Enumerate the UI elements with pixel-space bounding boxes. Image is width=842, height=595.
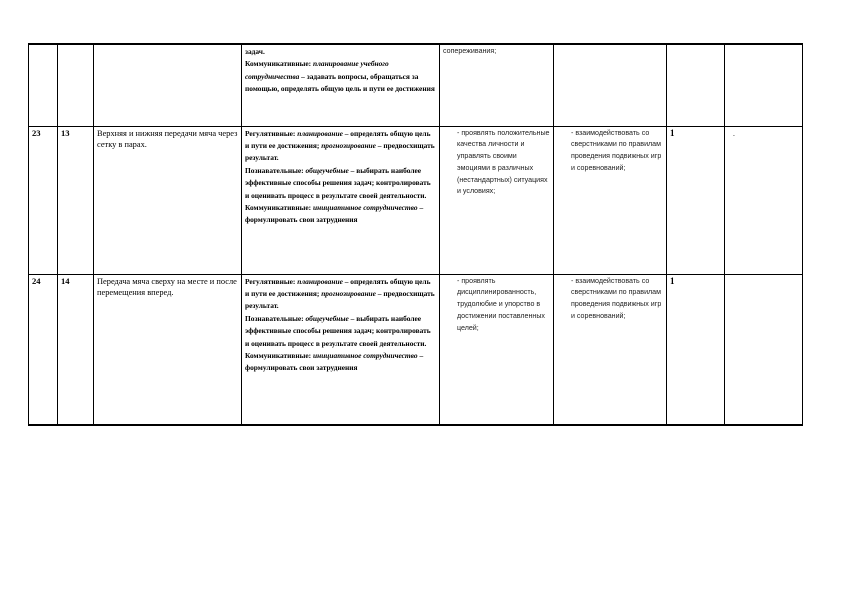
meta-term: прогнозирование bbox=[321, 140, 376, 150]
meta-text: – выбирать наиболее эффективные способы решения задач; контролировать и оценивать процесс в результате своей деятельности. bbox=[245, 313, 431, 348]
table-row bbox=[29, 44, 803, 126]
row-number-cell: 24 bbox=[29, 274, 58, 425]
meta-regulative bbox=[245, 128, 436, 165]
meta-text: – предвосхищать результат. bbox=[245, 140, 435, 163]
meta-label: Коммуникативные: bbox=[245, 59, 313, 69]
meta-text: – формулировать свои затруднения bbox=[245, 202, 424, 225]
meta-label: Регулятивные: bbox=[245, 128, 298, 138]
metasubject-cell bbox=[242, 274, 440, 425]
meta-cognitive bbox=[245, 165, 436, 202]
row-number-cell bbox=[29, 44, 58, 126]
row-number-cell: 23 bbox=[29, 126, 58, 274]
meta-text: – формулировать свои затруднения bbox=[245, 350, 424, 373]
meta-term: общеучебные bbox=[305, 165, 349, 175]
meta-label: Коммуникативные: bbox=[245, 202, 313, 212]
meta-term: инициативное сотрудничество bbox=[312, 202, 418, 212]
table-row bbox=[29, 274, 803, 425]
hours-cell: 1 bbox=[667, 126, 725, 274]
meta-text: – предвосхищать результат. bbox=[245, 288, 435, 311]
meta-regulative bbox=[245, 276, 436, 313]
metasubject-cell bbox=[242, 126, 440, 274]
meta-text: – выбирать наиболее эффективные способы решения задач; контролировать и оценивать процесс в результате своей деятельности. bbox=[245, 165, 431, 200]
personal-results-cell bbox=[440, 44, 554, 126]
meta-text: – определять общую цель и пути ее достижения; bbox=[245, 128, 431, 150]
lesson-number-cell bbox=[58, 44, 94, 126]
meta-term: прогнозирование bbox=[321, 288, 376, 298]
meta-cognitive bbox=[245, 313, 436, 350]
meta-term: планирование bbox=[297, 276, 343, 286]
lesson-plan-table bbox=[28, 43, 803, 426]
lesson-number-cell: 14 bbox=[58, 274, 94, 425]
table-row bbox=[29, 126, 803, 274]
meta-text: – задавать вопросы, обращаться за помощью, определять общую цель и пути ее достижения bbox=[245, 71, 435, 94]
meta-label: Коммуникативные: bbox=[245, 350, 313, 360]
subject-text: - взаимодействовать со сверстниками по правилам проведения подвижных игр и соревнований; bbox=[571, 128, 662, 172]
subject-results-cell bbox=[554, 44, 667, 126]
extra-cell: . bbox=[725, 126, 803, 274]
personal-text: - проявлять положительные качества личности и управлять своими эмоциями в различных (нестандартных) ситуациях и условиях; bbox=[457, 128, 550, 196]
meta-communicative bbox=[245, 202, 436, 227]
topic-cell: Верхняя и нижняя передачи мяча через сетку в парах. bbox=[94, 126, 242, 274]
hours-cell: 1 bbox=[667, 274, 725, 425]
hours-cell bbox=[667, 44, 725, 126]
personal-text: - проявлять дисциплинированность, трудолюбие и упорство в достижении поставленных целей; bbox=[457, 276, 545, 332]
topic-cell bbox=[94, 44, 242, 126]
meta-communicative bbox=[245, 350, 436, 375]
meta-text: – определять общую цель и пути ее достижения; bbox=[245, 276, 431, 298]
metasubject-cell bbox=[242, 44, 440, 126]
lesson-number-cell: 13 bbox=[58, 126, 94, 274]
personal-text: сопереживания; bbox=[443, 47, 497, 55]
meta-label: Познавательные: bbox=[245, 313, 306, 323]
meta-label: Регулятивные: bbox=[245, 276, 298, 286]
personal-results-cell bbox=[440, 126, 554, 274]
topic-cell: Передача мяча сверху на месте и после перемещения вперед. bbox=[94, 274, 242, 425]
extra-cell bbox=[725, 274, 803, 425]
meta-term: планирование bbox=[297, 128, 343, 138]
meta-label: Познавательные: bbox=[245, 165, 306, 175]
meta-term: инициативное сотрудничество bbox=[312, 350, 418, 360]
extra-cell bbox=[725, 44, 803, 126]
meta-term: общеучебные bbox=[305, 313, 349, 323]
meta-line: задач. bbox=[245, 47, 265, 56]
subject-text: - взаимодействовать со сверстниками по правилам проведения подвижных игр и соревнований; bbox=[571, 276, 662, 320]
meta-communicative bbox=[245, 58, 436, 95]
subject-results-cell bbox=[554, 274, 667, 425]
meta-term: планирование учебного сотрудничества bbox=[245, 59, 389, 81]
personal-results-cell bbox=[440, 274, 554, 425]
subject-results-cell bbox=[554, 126, 667, 274]
